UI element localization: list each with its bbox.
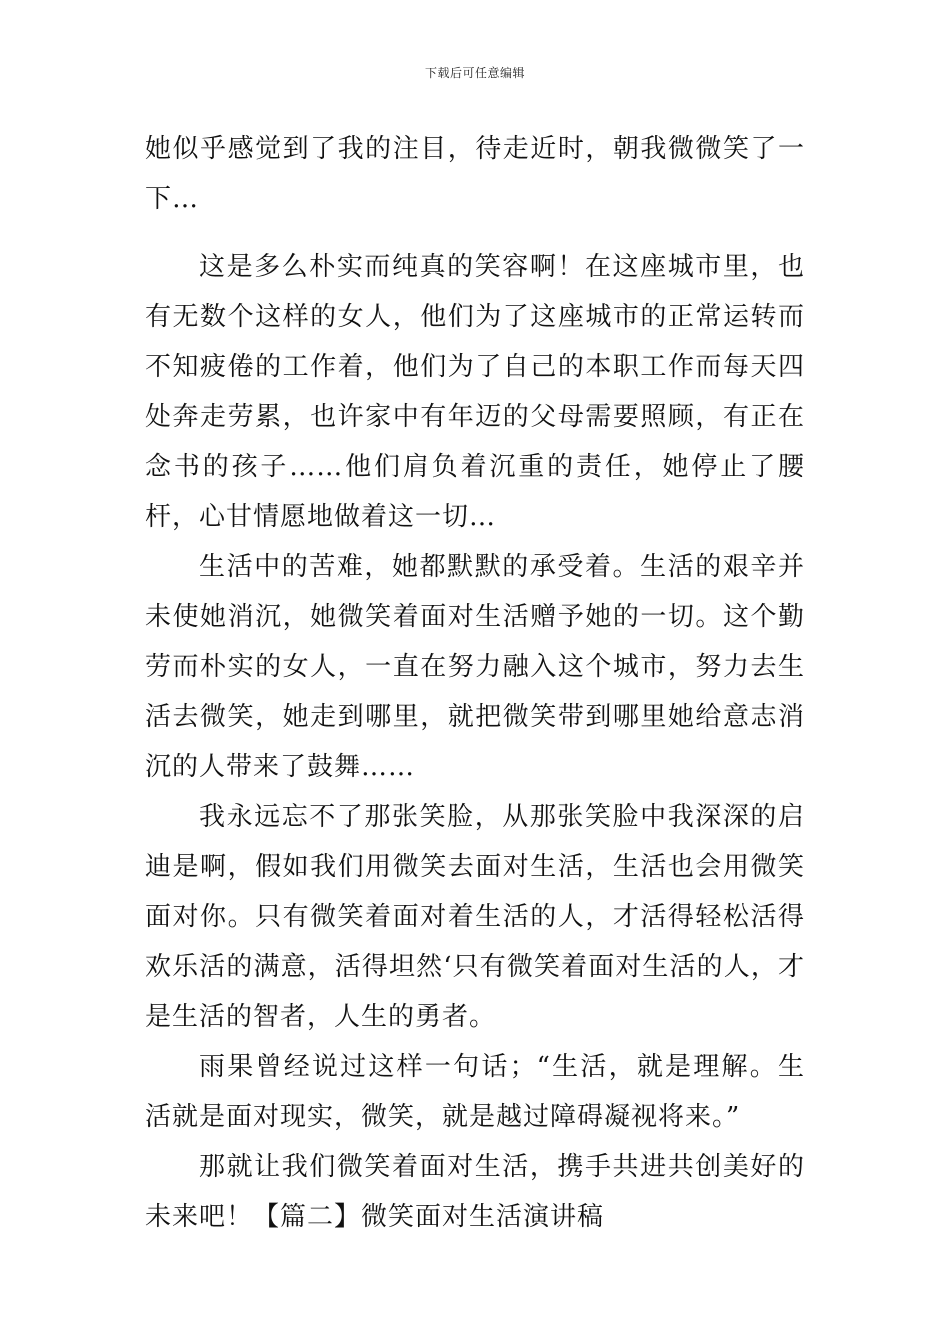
paragraph-2: 这是多么朴实而纯真的笑容啊！在这座城市里，也有无数个这样的女人，他们为了这座城市的正常运转而不知疲倦的工作着，他们为了自己的本职工作而每天四处奔走劳累，也许家中有年迈的父母需要照顾，有正在念书的孩子……他们肩负着沉重的责任，她停止了腰杆，心甘情愿地做着这一切… — [145, 252, 805, 532]
document-body — [145, 124, 805, 1242]
paragraph-5: 雨果曾经说过这样一句话；“生活，就是理解。生活就是面对现实，微笑，就是越过障碍凝视将来。” — [145, 1052, 805, 1132]
paragraph-6: 那就让我们微笑着面对生活，携手共进共创美好的未来吧！【篇二】微笑面对生活演讲稿 — [145, 1152, 805, 1232]
page-header: 下载后可任意编辑 — [424, 66, 525, 80]
paragraph-4: 我永远忘不了那张笑脸，从那张笑脸中我深深的启迪是啊，假如我们用微笑去面对生活，生活也会用微笑面对你。只有微笑着面对着生活的人，才活得轻松活得欢乐活的满意，活得坦然‘只有微笑着面对生活的人，才是生活的智者，人生的勇者。 — [145, 802, 805, 1032]
paragraph-3: 生活中的苦难，她都默默的承受着。生活的艰辛并未使她消沉，她微笑着面对生活赠予她的一切。这个勤劳而朴实的女人，一直在努力融入这个城市，努力去生活去微笑，她走到哪里，就把微笑带到哪里她给意志消沉的人带来了鼓舞…… — [145, 552, 805, 782]
paragraph-1: 她似乎感觉到了我的注目，待走近时，朝我微微笑了一下… — [145, 134, 805, 214]
